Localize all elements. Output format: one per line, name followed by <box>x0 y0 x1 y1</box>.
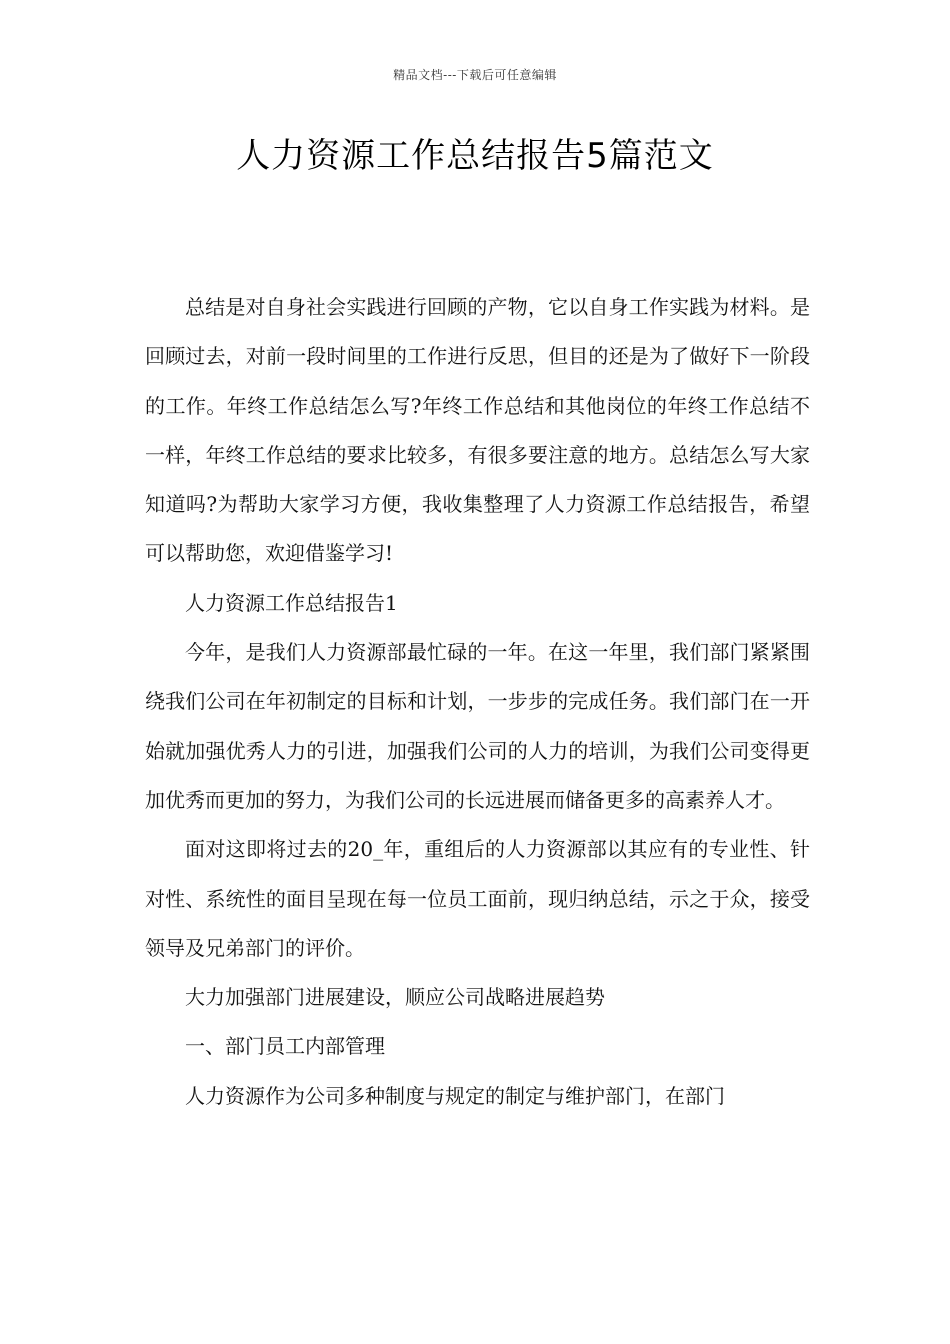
paragraph-intro: 总结是对自身社会实践进行回顾的产物，它以自身工作实践为材料。是回顾过去，对前一段时间里的工作进行反思，但目的还是为了做好下一阶段的工作。年终工作总结怎么写?年终工作总结和其他岗位的年终工作总结不一样，年终工作总结的要求比较多，有很多要注意的地方。总结怎么写大家知道吗?为帮助大家学习方便，我收集整理了人力资源工作总结报告，希望可以帮助您，欢迎借鉴学习! <box>145 295 810 566</box>
section-heading-report-1: 人力资源工作总结报告1 <box>185 590 398 615</box>
document-body <box>145 283 810 1121</box>
section-heading-department-development: 大力加强部门进展建设，顺应公司战略进展趋势 <box>185 985 605 1010</box>
paragraph-facing-year: 面对这即将过去的20_年，重组后的人力资源部以其应有的专业性、针对性、系统性的面目呈现在每一位员工面前，现归纳总结，示之于众，接受领导及兄弟部门的评价。 <box>145 837 810 960</box>
section-heading-internal-management: 一、部门员工内部管理 <box>185 1034 385 1059</box>
header-note: 精品文档---下载后可任意编辑 <box>393 68 557 82</box>
paragraph-hr-role: 人力资源作为公司多种制度与规定的制定与维护部门，在部门 <box>185 1083 725 1108</box>
document-title: 人力资源工作总结报告5篇范文 <box>236 136 714 176</box>
paragraph-this-year: 今年，是我们人力资源部最忙碌的一年。在这一年里，我们部门紧紧围绕我们公司在年初制定的目标和计划，一步步的完成任务。我们部门在一开始就加强优秀人力的引进，加强我们公司的人力的培训，为我们公司变得更加优秀而更加的努力，为我们公司的长远进展而储备更多的高素养人才。 <box>145 640 810 812</box>
